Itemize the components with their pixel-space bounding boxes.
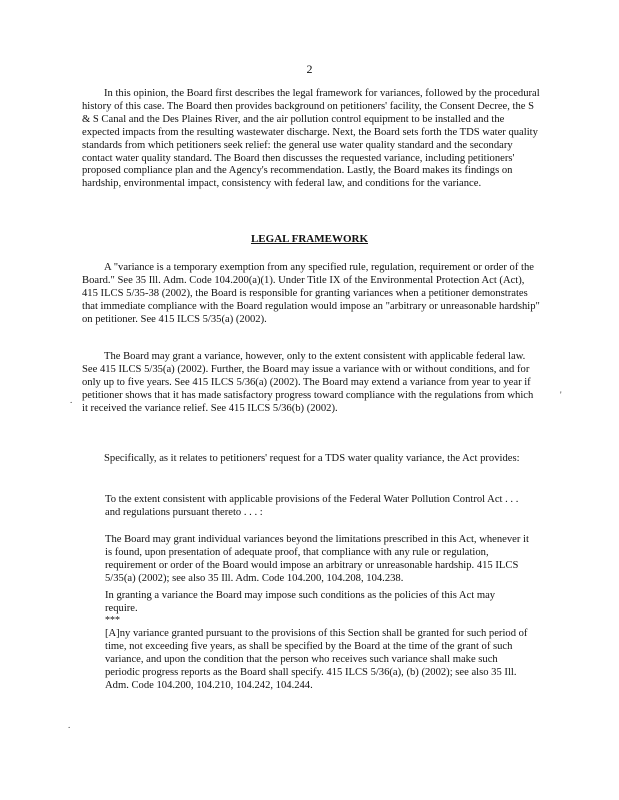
- quote-conditions: In granting a variance the Board may impose such conditions as the policies of this Act may require.: [105, 590, 496, 614]
- scan-mark: ': [560, 390, 562, 400]
- scan-mark: .: [68, 720, 71, 730]
- paragraph-variance-definition: A "variance is a temporary exemption from any specified rule, regulation, requirement or order of the Board." See 35 Ill. Adm. Code 104.200(a)(1). Under Title IX of the Environmental Protection Act (Act), 415 ILCS 5/35-38 (2002), the Board is responsible for granting variances when a petitioner demonstrates that immediate compliance with the Board regulation would impose an "arbitrary or unreasonable hardship" on petitioner. See 415 ILCS 5/35(a) (2002).: [82, 262, 540, 325]
- section-heading: LEGAL FRAMEWORK: [250, 233, 369, 245]
- intro-paragraph: In this opinion, the Board first describes the legal framework for variances, followed by the procedural history of this case. The Board then provides background on petitioners' facility, the Consent Decree, the S & S Canal and the Des Plaines River, and the air pollution control equipment to be installed and the expected impacts from the resulting wastewater discharge. Next, the Board sets forth the TDS water quality standards from which petitioners seek relief: the general use water quality standard and the secondary contact water quality standard. The Board then discusses the requested variance, including petitioners' proposed compliance plan and the Agency's recommendation. Lastly, the Board makes its findings on hardship, environmental impact, consistency with federal law, and conditions for the variance.: [82, 88, 540, 190]
- scan-mark: .: [70, 395, 73, 405]
- paragraph-specifically: Specifically, as it relates to petitioners' request for a TDS water quality variance, the Act provides:: [104, 453, 520, 464]
- quote-variance-period: [A]ny variance granted pursuant to the provisions of this Section shall be granted for such period of time, not exceeding five years, as shall be specified by the Board at the time of the grant of such variance, and upon the condition that the person who receives such variance shall make such periodic progress reports as the Board shall specify. 415 ILCS 5/36(a), (b) (2002); see also 35 Ill. Adm. Code 104.200, 104.210, 104.242, 104.244.: [105, 628, 528, 691]
- page-number: 2: [306, 62, 313, 76]
- separator: ***: [105, 615, 120, 626]
- quote-federal-act: To the extent consistent with applicable provisions of the Federal Water Pollution Control Act . . . and regulations pursuant thereto . . . :: [105, 494, 519, 518]
- quote-individual-variances: The Board may grant individual variances beyond the limitations prescribed in this Act, whenever it is found, upon presentation of adequate proof, that compliance with any rule or regulation, requirement or order of the Board would impose an arbitrary or unreasonable hardship. 415 ILCS 5/35(a) (2002); see also 35 Ill. Adm. Code 104.200, 104.208, 104.238.: [105, 534, 529, 584]
- paragraph-federal-law: The Board may grant a variance, however, only to the extent consistent with applicable federal law. See 415 ILCS 5/35(a) (2002). Further, the Board may issue a variance with or without conditions, and for only up to five years. See 415 ILCS 5/36(a) (2002). The Board may extend a variance from year to year if petitioner shows that it has made satisfactory progress toward compliance with the regulations from which it received the variance relief. See 415 ILCS 5/36(b) (2002).: [82, 351, 534, 414]
